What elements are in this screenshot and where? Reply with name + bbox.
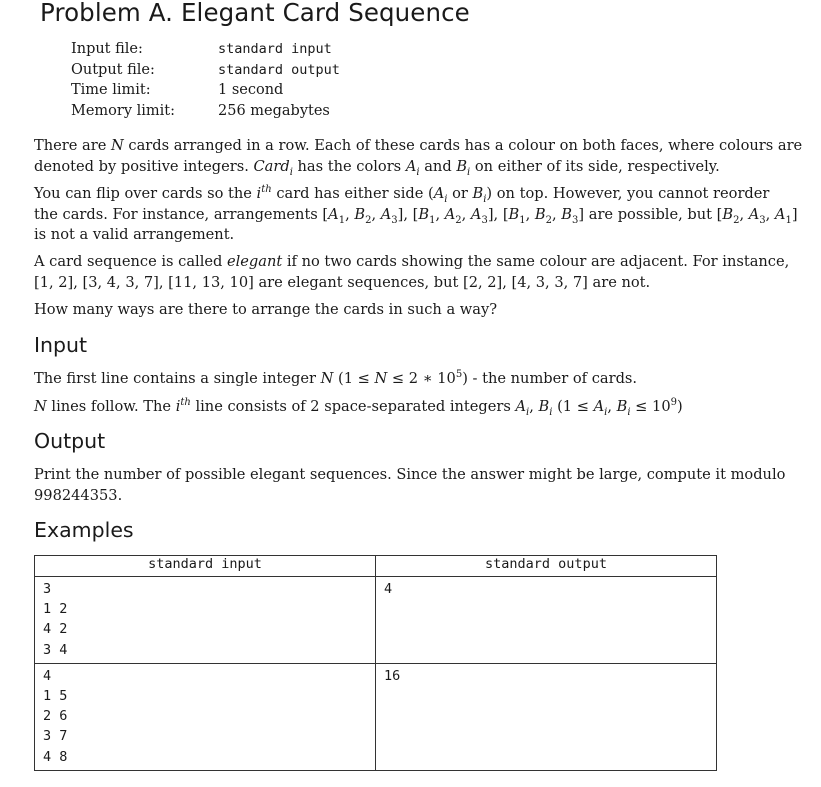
limit-row-output-file	[68, 60, 340, 81]
limits-table	[68, 39, 340, 121]
input-paragraph-2	[34, 397, 784, 418]
example-input-cell	[35, 663, 376, 770]
output-heading: Output	[34, 429, 106, 453]
text-line-content: Print the number of possible elegant sequences. Since the answer might be large, compute it modulo	[34, 466, 786, 483]
text-line	[34, 465, 784, 486]
example-output-line: 4	[384, 581, 393, 597]
example-row	[35, 577, 717, 664]
example-input-line: 4	[43, 667, 52, 684]
example-output-cell	[376, 577, 717, 664]
example-output-line: 16	[384, 667, 401, 684]
limit-label: Output file:	[71, 61, 155, 78]
problem-title: Problem A. Elegant Card Sequence	[40, 0, 470, 27]
statement-paragraph-3	[34, 252, 790, 293]
text-line: How many ways are there to arrange the cards in such a way?	[34, 301, 498, 318]
example-row	[35, 663, 717, 770]
examples-header-output: standard output	[376, 556, 717, 577]
examples-table	[34, 555, 717, 771]
text-line: the cards. For instance, arrangements [$A_1$, $B_2$, $A_3$], [$B_1$, $A_2$, $A_3$], [$B_1$, $B_2$, $B_3$] are possible, but [$B_2$, $A_3$, $A_1$]	[34, 205, 798, 226]
example-input-line: 3 4	[43, 641, 68, 658]
text-line: N lines follow. The $i^{th}$ line consists of 2 space-separated integers $A_i$, $B_i$ ($1 \le A_i$, $B_i \le 10^9$)	[34, 397, 683, 418]
text-line: You can flip over cards so the $i^{th}$ card has either side ($A_i$ or $B_i$) on top. However, you cannot reorder	[34, 184, 770, 205]
text-line: There are N cards arranged in a row. Each of these cards has a colour on both faces, where colours are	[34, 137, 803, 154]
example-input-line: 2 6	[43, 708, 68, 725]
limit-label: Memory limit:	[71, 102, 176, 119]
example-input-line: 4 2	[43, 621, 68, 638]
statement-paragraph-2	[34, 184, 798, 246]
text-line: denoted by positive integers. Card$_i$ has the colors $A_i$ and $B_i$ on either of its side, respectively.	[34, 157, 720, 178]
output-paragraph	[34, 465, 784, 506]
text-line: [1, 2], [3, 4, 3, 7], [11, 13, 10] are elegant sequences, but [2, 2], [4, 3, 3, 7] are not.	[34, 273, 651, 291]
limit-label: Time limit:	[71, 82, 151, 98]
input-paragraph-1	[34, 369, 784, 390]
examples-header-input: standard input	[35, 556, 376, 577]
limit-row-memory	[68, 101, 340, 122]
examples-heading: Examples	[34, 518, 134, 542]
limit-value: standard output	[218, 61, 340, 78]
example-input-line: 1 2	[43, 601, 68, 618]
example-input-line: 3	[43, 581, 52, 597]
example-input-cell	[35, 577, 376, 664]
limit-value: 1 second	[218, 82, 284, 98]
example-input-line: 1 5	[43, 687, 68, 704]
statement-paragraph-4	[34, 300, 784, 321]
example-input-line: 4 8	[43, 748, 68, 765]
example-input-line: 3 7	[43, 728, 68, 745]
input-heading: Input	[34, 333, 88, 357]
limit-row-input-file	[68, 39, 340, 60]
limit-label: Input file:	[71, 41, 143, 57]
limit-value: standard input	[218, 41, 332, 57]
limit-row-time	[68, 80, 340, 101]
limit-value: 256 megabytes	[218, 102, 330, 119]
text-line: is not a valid arrangement.	[34, 226, 235, 243]
examples-header-row	[35, 556, 717, 577]
example-output-cell	[376, 663, 717, 770]
statement-paragraph-1	[34, 136, 803, 178]
text-line: The first line contains a single integer N (1 ≤ N ≤ 2 ∗ $10^5$) - the number of cards.	[34, 369, 638, 387]
text-line: A card sequence is called elegant if no two cards showing the same colour are adjacent. For instance,	[34, 253, 790, 270]
text-line: 998244353.	[34, 486, 123, 504]
